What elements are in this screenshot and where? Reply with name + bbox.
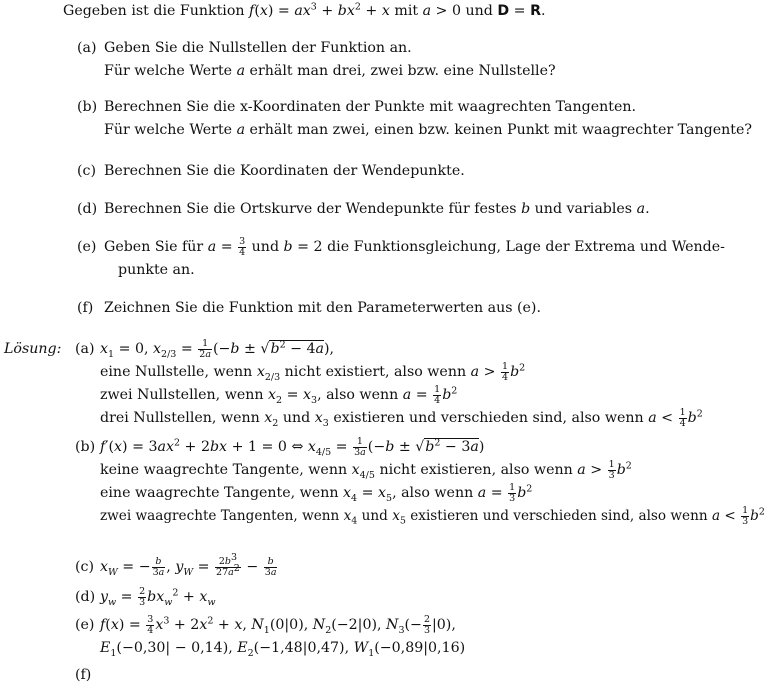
sol-b-line4-a: zwei waagrechte Tangenten, wenn: [100, 508, 340, 524]
task-f-label: (f): [77, 300, 94, 316]
task-d-label: (d): [77, 201, 98, 217]
task-a-line2-end: erhält man drei, zwei bzw. eine Nullstelle?: [249, 63, 556, 79]
sol-b-line1: $f'(x) = 3ax^2 + 2bx + 1 = 0$ ⇔ $x_{4/5}$ = $\frac{1}{3a}$ $(-b \pm √b^2 - 3a)$: [100, 435, 485, 458]
task-e-line2: punkte an.: [118, 262, 195, 278]
sol-b-line3-b: , also wenn: [392, 485, 474, 501]
intro-mit: mit: [394, 3, 419, 19]
sol-a-line4-c: existieren und verschieden sind, also wenn: [333, 410, 644, 426]
task-b-line2-end: erhält man zwei, einen bzw. keinen Punkt mit waagrechter Tangente?: [249, 122, 752, 138]
sol-a-line2: eine Nullstelle, wenn $x_{2/3}$ nicht existiert, also wenn a > $\frac{1}{4}$ $b^2$: [100, 360, 526, 383]
sol-b-line2: keine waagrechte Tangente, wenn $x_{4/5}$ nicht existieren, also wenn a > $\frac{1}{3}$ $b^2$: [100, 458, 632, 481]
task-b-line2-start: Für welche Werte: [104, 122, 233, 138]
sol-b-line4-b: und: [361, 508, 388, 524]
sol-a-line1: $x_1 = 0$, $x_{2/3}$ = $\frac{1}{2a}$ $(-b \pm √b^2 - 4a)$,: [100, 337, 335, 360]
sol-d-label: (d): [75, 589, 96, 605]
task-d-text2: und variables: [534, 201, 633, 217]
sol-d-line1: $y_w$ = $\frac{2}{3}$ $bx_w^2 + x_w$: [100, 585, 216, 608]
task-d-text1: Berechnen Sie die Ortskurve der Wendepunkte für festes: [104, 201, 517, 217]
task-a-line1: Geben Sie die Nullstellen der Funktion an.: [104, 40, 412, 56]
sol-a-line3: zwei Nullstellen, wenn $x_2 = x_3$, also wenn a = $\frac{1}{4}$ $b^2$: [100, 383, 458, 406]
solution-label: Lösung:: [4, 341, 62, 357]
fraction: $\frac{2b^3}{27a^2}$: [216, 551, 240, 578]
task-e-text1: Geben Sie für: [104, 239, 204, 255]
sol-a-line4-a: drei Nullstellen, wenn: [100, 410, 260, 426]
sol-f-label: (f): [75, 667, 92, 683]
sol-c-label: (c): [75, 559, 95, 575]
task-f-line1: Zeichnen Sie die Funktion mit den Parameterwerten aus (e).: [104, 300, 541, 316]
fraction: $\frac{1}{4}$: [434, 383, 441, 406]
sol-b-line2-a: keine waagrechte Tangente, wenn: [100, 462, 348, 478]
sol-b-line2-b: nicht existieren, also wenn: [379, 462, 573, 478]
fraction: $\frac{1}{3}$: [608, 458, 615, 481]
sol-a-line4-b: und: [282, 410, 311, 426]
task-b-line1: Berechnen Sie die x-Koordinaten der Punkte mit waagrechten Tangenten.: [104, 99, 637, 115]
fraction: $\frac{1}{3}$: [742, 505, 749, 527]
sol-c-line1: $x_W$ = − $\frac{b}{3a}$ , $y_W$ = $\frac{2b^3}{27a^2}$ − $\frac{b}{3a}$: [100, 551, 277, 578]
task-b-label: (b): [77, 99, 98, 115]
fraction: $\frac{1}{4}$: [679, 406, 686, 429]
fraction: $\frac{1}{2a}$: [199, 337, 211, 360]
sol-e-line2: $E_1(-0,30| - 0,14)$, $E_2(-1,48|0,47)$, $W_1(-0,89|0,16)$: [100, 640, 466, 659]
fraction: $\frac{b}{3a}$: [264, 555, 277, 578]
task-a-line2-start: Für welche Werte: [104, 63, 233, 79]
fraction: $\frac{b}{3a}$: [152, 555, 165, 578]
fraction: $\frac{2}{3}$: [423, 613, 430, 636]
sol-b-line4: zwei waagrechte Tangenten, wenn $x_4$ und $x_5$ existieren und verschieden sind, also wenn a < $\frac{1}{3}$ $b^2$: [100, 505, 765, 527]
sol-b-line4-c: existieren und verschieden sind, also wenn: [410, 508, 708, 524]
task-a-line2: Für welche Werte a erhält man drei, zwei bzw. eine Nullstelle?: [104, 63, 556, 79]
sol-a-line4: drei Nullstellen, wenn $x_2$ und $x_3$ existieren und verschieden sind, also wenn a < $\frac{1}{4}$ $b^2$: [100, 406, 703, 429]
fraction: $\frac{1}{3a}$: [354, 435, 366, 458]
fraction: $\frac{1}{4}$: [502, 360, 509, 383]
task-b-line2: Für welche Werte a erhält man zwei, einen bzw. keinen Punkt mit waagrechter Tangente?: [104, 122, 752, 138]
task-c-line1: Berechnen Sie die Koordinaten der Wendepunkte.: [104, 163, 465, 179]
sol-b-label: (b): [75, 439, 96, 455]
task-c-label: (c): [77, 163, 97, 179]
sol-b-line3: eine waagrechte Tangente, wenn $x_4 = x_5$, also wenn a = $\frac{1}{3}$ $b^2$: [100, 481, 533, 504]
sol-e-line1: f(x) = $\frac{3}{4}$ $x^3 + 2x^2 + x$, $N_1(0|0)$, $N_2(-2|0)$, $N_3(-$ $\frac{2}{3}$ |0),: [100, 613, 456, 636]
fraction: $\frac{1}{3}$: [509, 481, 516, 504]
sol-b-line3-a: eine waagrechte Tangente, wenn: [100, 485, 339, 501]
fraction: $\frac{2}{3}$: [139, 585, 146, 608]
fraction: $\frac{3}{4}$: [239, 235, 246, 258]
sol-a-line3-a: zwei Nullstellen, wenn: [100, 387, 264, 403]
task-e-label: (e): [77, 239, 97, 255]
task-e-line1: Geben Sie für a = $\frac{3}{4}$ und b = 2 die Funktionsgleichung, Lage der Extrema und Wende-: [104, 235, 725, 258]
sol-a-line2-b: nicht existiert, also wenn: [284, 364, 467, 380]
intro-prefix: Gegeben ist die Funktion: [63, 3, 245, 19]
intro-line: Gegeben ist die Funktion $f(x) = ax^3 + bx^2 + x$ mit a > 0 und D = R.: [63, 1, 546, 19]
task-a-label: (a): [77, 40, 97, 56]
task-d-line1: Berechnen Sie die Ortskurve der Wendepunkte für festes b und variables a.: [104, 201, 650, 217]
intro-und: und: [465, 3, 493, 19]
sol-a-line2-a: eine Nullstelle, wenn: [100, 364, 253, 380]
task-e-text2: und: [251, 239, 280, 255]
fraction: $\frac{3}{4}$: [147, 613, 154, 636]
sol-a-label: (a): [75, 341, 95, 357]
task-e-text3: die Funktionsgleichung, Lage der Extrema und Wende-: [327, 239, 725, 255]
sol-e-label: (e): [75, 617, 95, 633]
sol-a-line3-b: , also wenn: [317, 387, 399, 403]
